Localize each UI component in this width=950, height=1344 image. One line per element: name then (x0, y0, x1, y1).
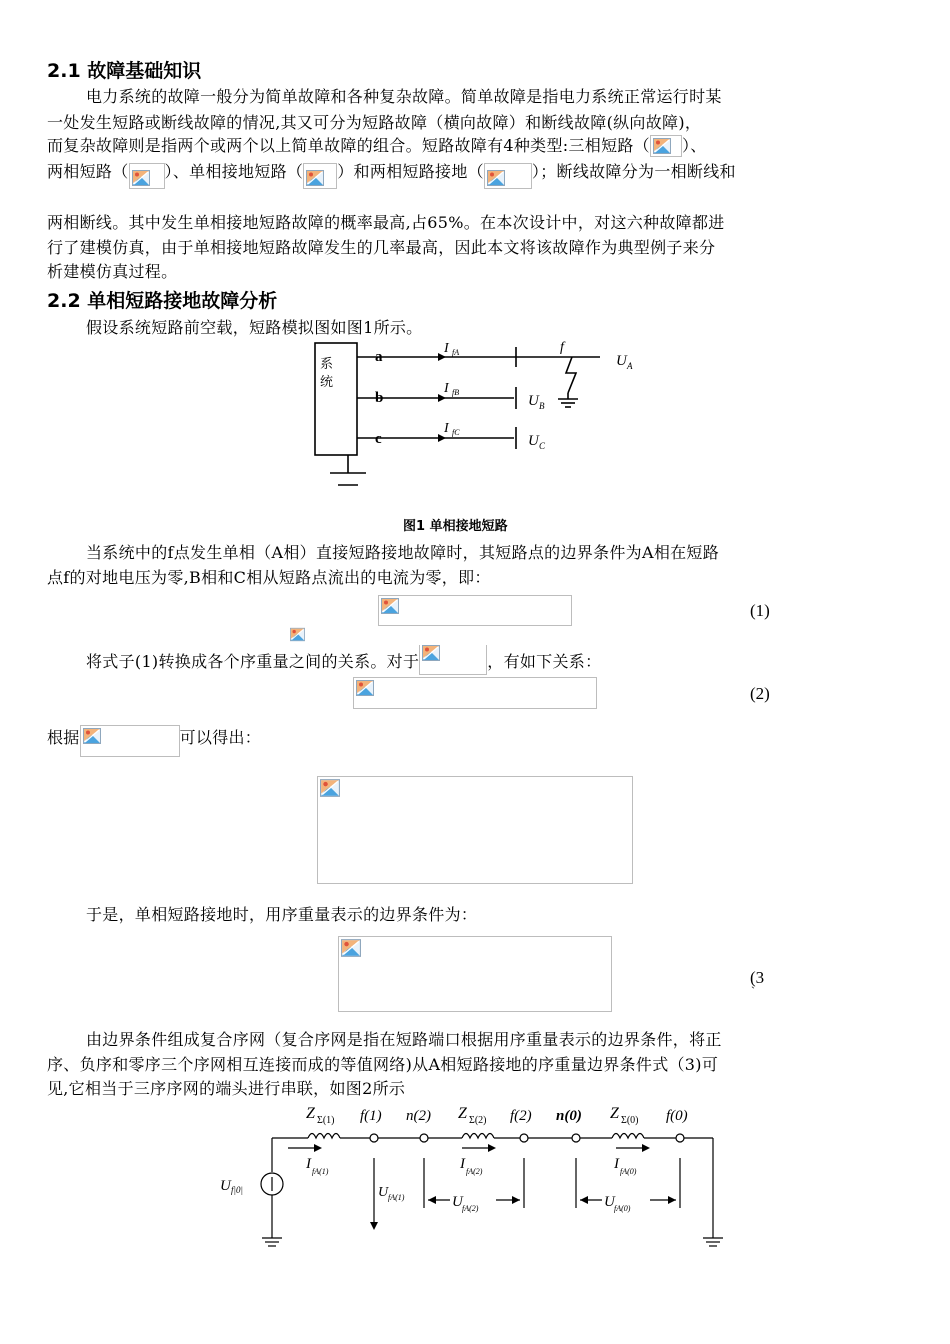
text-segment: 而复杂故障则是指两个或两个以上简单故障的组合。短路故障有4种类型:三相短路（ (47, 136, 650, 155)
node-n0: n(0) (556, 1108, 582, 1124)
system-label: 系 (320, 356, 334, 371)
source-voltage-label: U (220, 1178, 231, 1194)
inductor-z2 (462, 1134, 494, 1139)
formula-image (650, 135, 682, 157)
current-b-sub: fB (452, 388, 460, 397)
paragraph-line: 一处发生短路或断线故障的情况,其又可分为短路故障（横向故障）和断线故障(纵向故障)， (47, 113, 702, 132)
voltage-u0-sub: fA(0) (614, 1204, 631, 1213)
current-i2-sub: fA(2) (466, 1167, 483, 1176)
figure-1-caption: 图1 单相接地短路 (403, 519, 508, 534)
paragraph-line: 电力系统的故障一般分为简单故障和各种复杂故障。简单故障是指电力系统正常运行时某 (86, 87, 722, 106)
paragraph-line: 于是，单相短路接地时，用序重量表示的边界条件为： (86, 905, 478, 924)
paragraph-line: 序、负序和零序三个序网相互连接而成的等值网络)从A相短路接地的序重量边界条件式（3)可 (47, 1055, 719, 1074)
equation-3-tail: ` (751, 984, 755, 998)
image-placeholder-icon (306, 170, 324, 186)
voltage-a-sub: A (627, 361, 633, 371)
current-a-sub: fA (452, 348, 460, 357)
paragraph-line: 析建模仿真过程。 (47, 262, 178, 281)
node-f0: f(0) (666, 1108, 688, 1124)
text-segment: 根据 (47, 728, 80, 747)
image-placeholder-icon (341, 939, 361, 957)
formula-image (290, 627, 306, 647)
paragraph-line (86, 645, 601, 675)
impedance-z1: Z (306, 1105, 315, 1122)
current-i0: I (614, 1156, 619, 1172)
equation-1-image (378, 595, 572, 626)
phase-a-label: a (375, 349, 383, 365)
voltage-u2-sub: fA(2) (462, 1204, 479, 1213)
derivation-image (317, 776, 633, 884)
node-n2: n(2) (406, 1108, 431, 1124)
impedance-z0: Z (610, 1105, 619, 1122)
current-a-label: I (444, 341, 449, 356)
voltage-u2: U (452, 1194, 463, 1210)
paragraph-line (47, 159, 736, 189)
node-f2: f(2) (510, 1108, 532, 1124)
image-placeholder-icon (422, 645, 440, 661)
paragraph-line: 见,它相当于三序序网的端头进行串联，如图2所示 (47, 1079, 406, 1098)
formula-image (80, 725, 180, 757)
voltage-b-label: U (528, 393, 539, 409)
section-heading-2-2: 2.2 单相短路接地故障分析 (47, 290, 278, 312)
text-segment: ，有如下关系： (487, 652, 602, 671)
image-placeholder-icon (487, 170, 505, 186)
current-i2: I (460, 1156, 465, 1172)
voltage-c-label: U (528, 433, 539, 449)
impedance-z1-sub: Σ(1) (317, 1115, 335, 1126)
current-i0-sub: fA(0) (620, 1167, 637, 1176)
text-segment: ）；断线故障分为一相断线和 (531, 162, 736, 181)
voltage-b-sub: B (539, 401, 545, 411)
formula-image (419, 645, 487, 675)
formula-image (303, 163, 337, 189)
image-placeholder-icon (381, 598, 399, 614)
text-segment: 可以得出： (179, 728, 262, 747)
fault-point-label: f (560, 340, 564, 355)
system-label: 统 (320, 374, 334, 389)
paragraph-line: 由边界条件组成复合序网（复合序网是指在短路端口根据用序重量表示的边界条件，将正 (86, 1030, 722, 1049)
equation-2-image (353, 677, 597, 709)
image-placeholder-icon (132, 170, 150, 186)
current-b-label: I (444, 381, 449, 396)
image-placeholder-icon (83, 728, 101, 744)
current-i1-sub: fA(1) (312, 1167, 329, 1176)
paragraph-line (47, 725, 261, 757)
text-segment: 将式子(1)转换成各个序重量之间的关系。对于 (86, 652, 420, 671)
text-segment: ）、 (681, 136, 707, 155)
current-c-sub: fC (452, 428, 460, 437)
paragraph-line: 两相断线。其中发生单相接地短路故障的概率最高,占65%。在本次设计中，对这六种故障都进 (47, 213, 725, 232)
phase-c-label: c (375, 431, 382, 447)
paragraph-line (47, 133, 707, 157)
fault-bolt (566, 357, 576, 393)
current-c-label: I (444, 421, 449, 436)
voltage-u0: U (604, 1194, 615, 1210)
paragraph-line: 行了建模仿真，由于单相接地短路故障发生的几率最高，因此本文将该故障作为典型例子来分 (47, 238, 716, 257)
section-heading-2-1: 2.1 故障基础知识 (47, 60, 202, 82)
figure-2-composite-network (210, 1096, 730, 1256)
voltage-a-label: U (616, 353, 627, 369)
voltage-c-sub: C (539, 441, 546, 451)
current-i1: I (306, 1156, 311, 1172)
node-f1: f(1) (360, 1108, 382, 1124)
image-placeholder-icon (653, 138, 671, 154)
formula-image (484, 163, 532, 189)
equation-1-number: (1) (750, 601, 770, 620)
impedance-z2: Z (458, 1105, 467, 1122)
voltage-u1-sub: fA(1) (388, 1193, 405, 1202)
impedance-z2-sub: Σ(2) (469, 1115, 487, 1126)
text-segment: 两相短路（ (47, 162, 129, 181)
equation-3-image (338, 936, 612, 1012)
image-placeholder-icon (356, 680, 374, 696)
equation-3-number: (3 (750, 968, 765, 987)
image-placeholder-icon (320, 779, 340, 797)
inductor-z0 (612, 1134, 644, 1139)
formula-image (129, 163, 165, 189)
source-voltage-sub: f|0| (231, 1185, 243, 1195)
impedance-z0-sub: Σ(0) (621, 1115, 639, 1126)
paragraph-line: 点f的对地电压为零,B相和C相从短路点流出的电流为零，即： (47, 568, 491, 587)
figure-1-circuit (300, 335, 660, 495)
inductor-z1 (308, 1134, 340, 1139)
paragraph-line: 假设系统短路前空载，短路模拟图如图1所示。 (86, 318, 423, 337)
text-segment: ）、单相接地短路（ (164, 162, 304, 181)
phase-b-label: b (375, 390, 384, 406)
text-segment: ）和两相短路接地（ (337, 162, 484, 181)
equation-2-number: (2) (750, 684, 770, 703)
image-placeholder-icon (290, 627, 305, 642)
paragraph-line: 当系统中的f点发生单相（A相）直接短路接地故障时，其短路点的边界条件为A相在短路 (86, 543, 720, 562)
voltage-u1: U (378, 1185, 389, 1200)
